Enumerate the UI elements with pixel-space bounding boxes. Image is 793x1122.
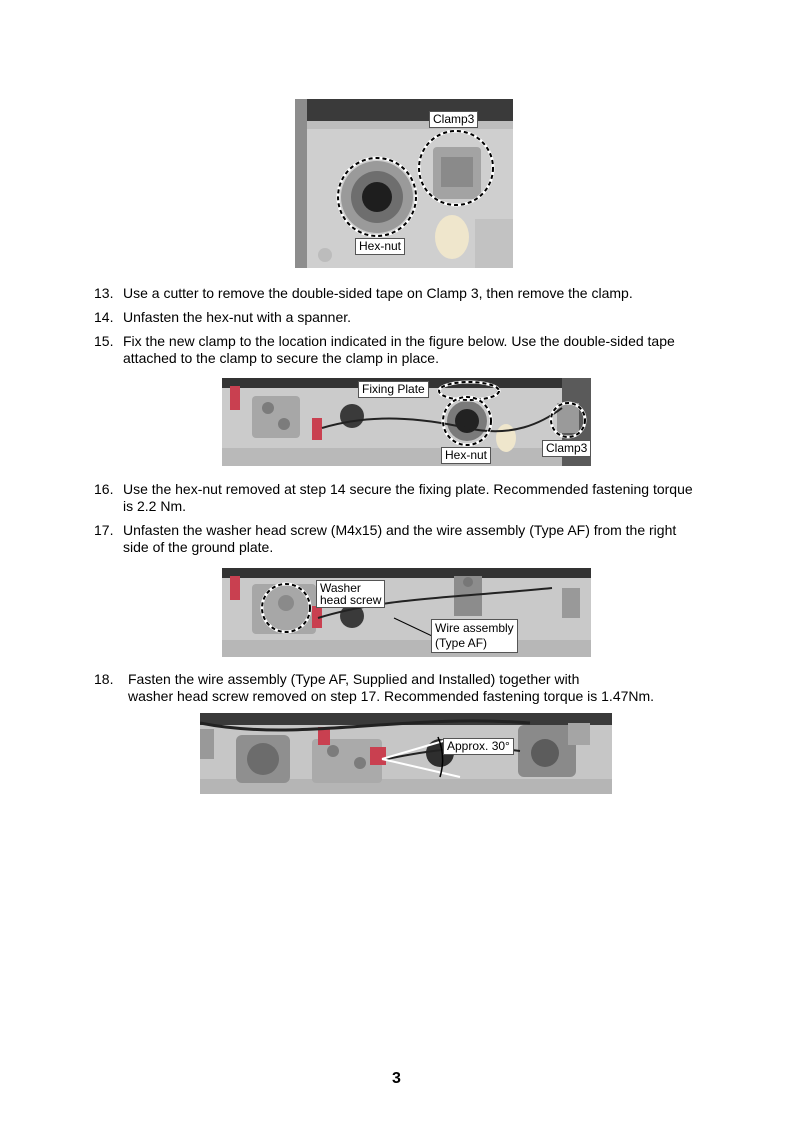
step-number: 13. — [94, 285, 114, 301]
label-line: Washer — [320, 581, 361, 595]
step-text: Use a cutter to remove the double-sided tape on Clamp 3, then remove the clamp. — [123, 285, 633, 301]
step-text-line: attached to the clamp to secure the clamp in place. — [123, 350, 439, 366]
step-number: 17. — [94, 522, 114, 538]
step-number: 16. — [94, 481, 114, 497]
step-text — [128, 671, 748, 705]
figure-wire-angle — [200, 713, 612, 794]
angle-label: Approx. 30° — [443, 738, 514, 755]
wire-assembly-label — [431, 619, 518, 653]
step-text-line: washer head screw removed on step 17. Recommended fastening torque is 1.47Nm. — [128, 688, 655, 704]
page-number: 3 — [392, 1070, 401, 1087]
hexnut-label: Hex-nut — [355, 238, 405, 255]
label-line: Wire assembly — [435, 621, 514, 635]
step-text-line: Fasten the wire assembly (Type AF, Supplied and Installed) together with — [128, 671, 580, 687]
label-line: (Type AF) — [435, 636, 488, 650]
label-line: head screw — [320, 593, 382, 607]
step-text-line: is 2.2 Nm. — [123, 498, 187, 514]
photo-wire-angle — [200, 713, 612, 794]
hexnut-label: Hex-nut — [441, 447, 491, 464]
step-text-line: Unfasten the washer head screw (M4x15) and the wire assembly (Type AF) from the right — [123, 522, 677, 538]
step-text-line: side of the ground plate. — [123, 539, 274, 555]
step-text: Unfasten the hex-nut with a spanner. — [123, 309, 352, 325]
step-text — [123, 333, 743, 367]
clamp3-label: Clamp3 — [429, 111, 478, 128]
clamp3-label: Clamp3 — [542, 440, 591, 457]
photo-washer-head-screw — [222, 568, 591, 657]
washer-head-screw-label — [316, 580, 385, 608]
step-text — [123, 481, 743, 515]
step-number: 18. — [94, 671, 114, 687]
figure-clamp3-hexnut — [295, 99, 513, 268]
figure-washer-head-screw — [222, 568, 591, 657]
step-number: 14. — [94, 309, 114, 325]
figure-fixing-plate — [222, 378, 591, 466]
step-text — [123, 522, 743, 556]
step-number: 15. — [94, 333, 114, 349]
step-text-line: Fix the new clamp to the location indicated in the figure below. Use the double-sided tape — [123, 333, 675, 349]
step-text-line: Use the hex-nut removed at step 14 secure the fixing plate. Recommended fastening torque — [123, 481, 693, 497]
fixing-plate-label: Fixing Plate — [358, 381, 429, 398]
